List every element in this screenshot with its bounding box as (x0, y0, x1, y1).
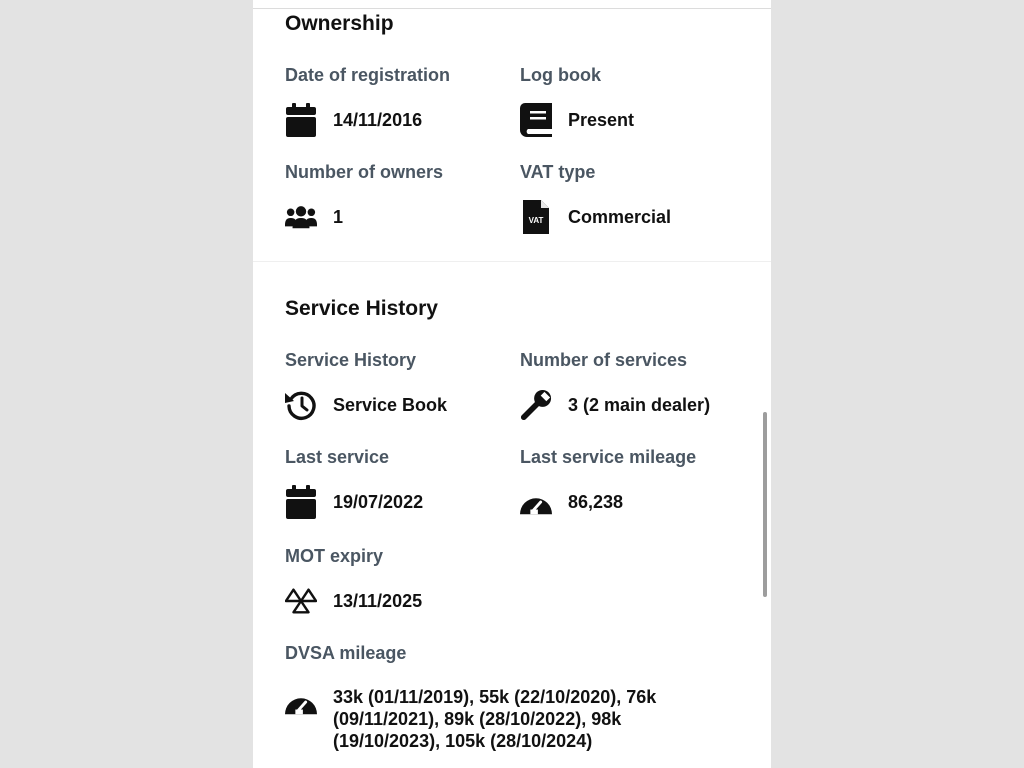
date-of-registration-label: Date of registration (285, 65, 451, 85)
number-of-owners-row (285, 199, 343, 235)
mot-expiry-row (285, 583, 422, 619)
number-of-owners-value: 1 (333, 206, 344, 227)
dvsa-mileage-value: 33k (01/11/2019), 55k (22/10/2020), 76k (09/11/2021), 89k (28/10/2022), 98k (19/10/2023), 105k (28/10/2024) (333, 687, 657, 751)
vehicle-details-panel (253, 0, 771, 768)
mot-expiry-value: 13/11/2025 (333, 590, 423, 611)
calendar-icon (285, 102, 317, 138)
service-history-value: Service Book (333, 394, 448, 415)
wrench-icon (520, 387, 552, 423)
mot-expiry-label: MOT expiry (285, 546, 384, 566)
speedometer-icon (285, 684, 317, 720)
book-icon (520, 102, 552, 138)
vat-document-icon (520, 199, 552, 235)
last-service-mileage-label: Last service mileage (520, 447, 697, 467)
last-service-mileage-row (520, 484, 623, 520)
vat-type-value: Commercial (568, 206, 672, 227)
speedometer-icon (520, 484, 552, 520)
calendar-icon (285, 484, 317, 520)
users-icon (285, 199, 317, 235)
last-service-value: 19/07/2022 (333, 491, 424, 512)
section-divider (253, 261, 771, 262)
mot-triangles-icon (285, 583, 317, 619)
last-service-mileage-value: 86,238 (568, 491, 624, 512)
last-service-label: Last service (285, 447, 390, 467)
vat-icon-text: VAT (528, 216, 544, 225)
service-history-row (285, 387, 447, 423)
service-history-label: Service History (285, 350, 417, 370)
vat-type-row (520, 199, 671, 235)
number-of-services-label: Number of services (520, 350, 688, 370)
number-of-services-row (520, 387, 710, 423)
top-divider (253, 8, 771, 9)
last-service-row (285, 484, 423, 520)
number-of-owners-label: Number of owners (285, 162, 444, 182)
log-book-label: Log book (520, 65, 601, 85)
log-book-row (520, 102, 634, 138)
scrollbar[interactable] (763, 412, 767, 597)
number-of-services-value: 3 (2 main dealer) (568, 394, 711, 415)
vat-type-label: VAT type (520, 162, 596, 182)
log-book-value: Present (568, 109, 635, 130)
service-history-heading: Service History (285, 297, 438, 320)
date-of-registration-value: 14/11/2016 (333, 109, 423, 130)
dvsa-mileage-row (285, 684, 713, 752)
date-of-registration-row (285, 102, 422, 138)
history-icon (285, 387, 317, 423)
dvsa-mileage-label: DVSA mileage (285, 643, 407, 663)
ownership-heading: Ownership (285, 12, 394, 35)
